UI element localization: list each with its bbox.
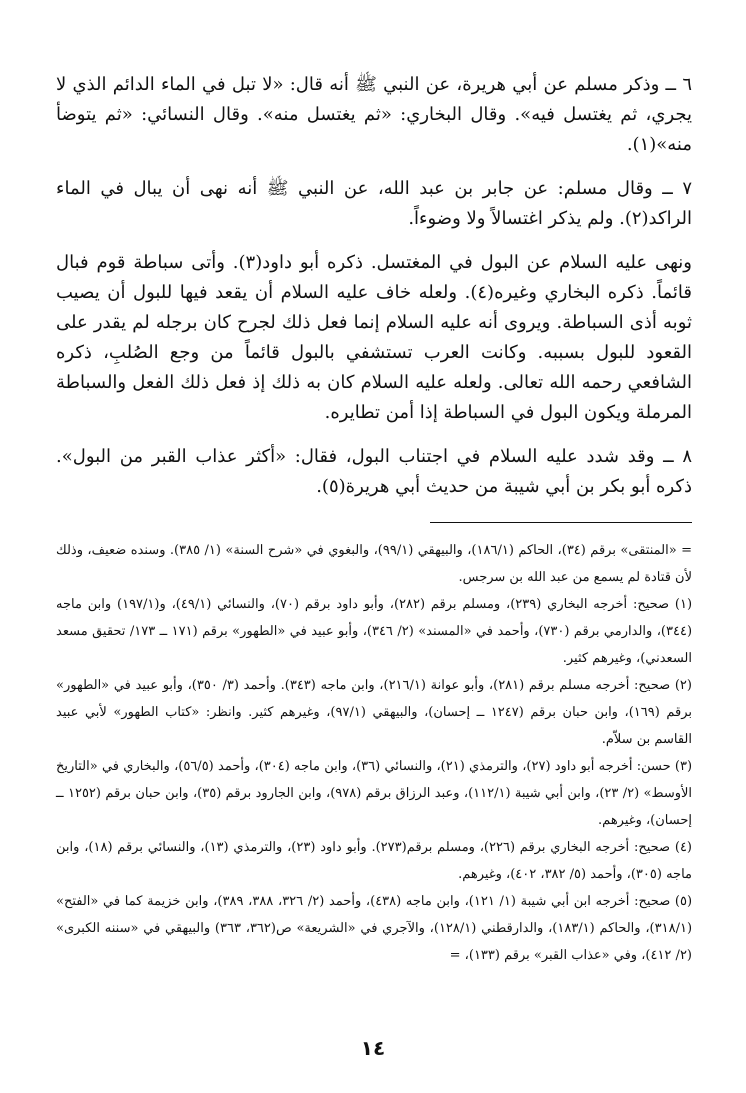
footnote-separator (430, 522, 692, 523)
main-paragraph-hadith-6: ٦ ــ وذكر مسلم عن أبي هريرة، عن النبي ﷺ أنه قال: «لا تبل في الماء الدائم الذي لا يجري، ثم يغتسل فيه». وقال البخاري: «ثم يغتسل منه». وقال النسائي: «ثم يتوضأ منه»(١). (56, 74, 692, 155)
main-paragraph-commentary: ونهى عليه السلام عن البول في المغتسل. ذكره أبو داود(٣). وأتى سباطة قوم فبال قائماً. ذكره البخاري وغيره(٤). ولعله خاف عليه السلام أن يقعد فيها للبول أن يصيب ثوبه أذى السباطة. ويروى أنه عليه السلام إنما فعل ذلك لجرح كان برجله لم يقدر على القعود للبول بسببه. وكانت العرب تستشفي بالبول قائماً من وجع الصُلبِ، ذكره الشافعي رحمه الله تعالى. ولعله عليه السلام كان به ذلك إذ فعل ذلك الفعل والسباطة المرملة ويكون البول في السباطة إذا أمن تطايره. (56, 252, 692, 423)
main-paragraph-hadith-8: ٨ ــ وقد شدد عليه السلام في اجتناب البول، فقال: «أكثر عذاب القبر من البول». ذكره أبو بكر بن أبي شيبة من حديث أبي هريرة(٥). (56, 446, 692, 497)
page-number: ١٤ (360, 1036, 386, 1060)
document-page (56, 70, 692, 969)
footnote-2: (٢) صحيح: أخرجه مسلم برقم (٢٨١)، وأبو عوانة (٢١٦/١)، وابن ماجه (٣٤٣). وأحمد (٣/ ٣٥٠)، وأبو عبيد في «الطهور» برقم (١٦٩)، وابن حبان برقم (١٢٤٧ ــ إحسان)، والبيهقي (٩٧/١)، وغيرهم كثير. وانظر: «كتاب الطهور» لأبي عبيد القاسم بن سلاّم. (56, 678, 692, 747)
footnote-3: (٣) حسن: أخرجه أبو داود (٢٧)، والترمذي (٢١)، والنسائي (٣٦)، وابن ماجه (٣٠٤)، وأحمد (٥٦/٥)، والبخاري في «التاريخ الأوسط» (٢/ ٢٣)، وابن أبي شيبة (١١٢/١)، وعبد الرزاق برقم (٩٧٨)، وابن الجارود برقم (٣٥)، وابن حبان برقم (١٢٥٢ ــ إحسان)، وغيرهم. (56, 759, 693, 828)
footnote-4: (٤) صحيح: أخرجه البخاري برقم (٢٢٦)، ومسلم برقم(٢٧٣). وأبو داود (٢٣)، والترمذي (١٣)، والنسائي برقم (١٨)، وابن ماجه (٣٠٥)، وأحمد (٥/ ٣٨٢، ٤٠٢)، وغيرهم. (56, 840, 692, 882)
footnote-5: (٥) صحيح: أخرجه ابن أبي شيبة (١/ ١٢١)، وابن ماجه (٤٣٨)، وأحمد (٢/ ٣٢٦، ٣٨٨، ٣٨٩)، وابن خزيمة كما في «الفتح» (٣١٨/١)، والحاكم (١٨٣/١)، والدارقطني (١٢٨/١)، والآجري في «الشريعة» ص(٣٦٢، ٣٦٣) والبيهقي في «سننه الكبرى» (٢/ ٤١٢)، وفي «عذاب القبر» برقم (١٣٣)، = (56, 894, 693, 963)
main-paragraph-hadith-7: ٧ ــ وقال مسلم: عن جابر بن عبد الله، عن النبي ﷺ أنه نهى أن يبال في الماء الراكد(٢). ولم يذكر اغتسالاً ولا وضوءاً. (56, 178, 692, 229)
footnotes-section (56, 537, 692, 969)
footnote-1: (١) صحيح: أخرجه البخاري (٢٣٩)، ومسلم برقم (٢٨٢)، وأبو داود برقم (٧٠)، والنسائي (٤٩/١)، و(١٩٧/١) وابن ماجه (٣٤٤)، والدارمي برقم (٧٣٠)، وأحمد في «المسند» (٢/ ٣٤٦)، وأبو عبيد في «الطهور» برقم (١٧١ ــ ١٧٣/ تحقيق مسعد السعدني)، وغيرهم كثير. (56, 597, 693, 666)
footnote-continuation: = «المنتقى» برقم (٣٤)، الحاكم (١٨٦/١)، والبيهقي (٩٩/١)، والبغوي في «شرح السنة» (١/ ٣٨٥). وسنده ضعيف، وذلك لأن قتادة لم يسمع من عبد الله بن سرجس. (56, 543, 692, 585)
